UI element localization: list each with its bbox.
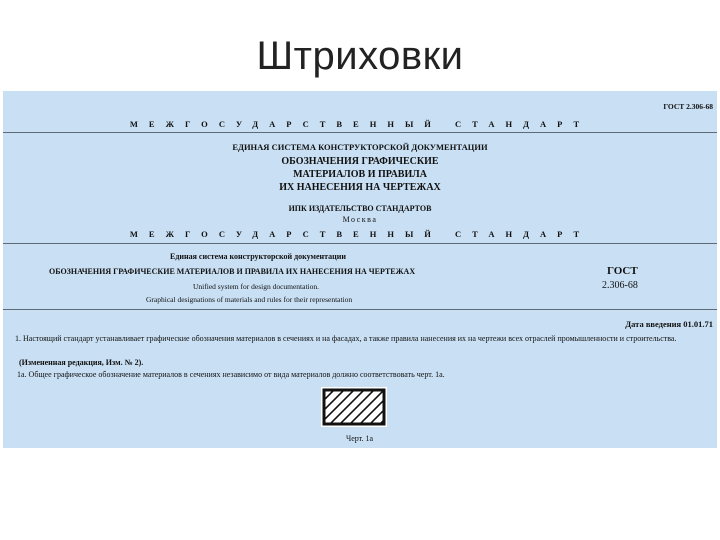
publisher: ИПК ИЗДАТЕЛЬСТВО СТАНДАРТОВ <box>288 204 432 213</box>
divider-line <box>3 309 717 310</box>
system-name-en: Unified system for design documentation. <box>193 282 320 291</box>
interstate-standard-header-2: МЕЖГОСУДАРСТВЕННЫЙ СТАНДАРТ <box>129 229 591 239</box>
main-title-line: МАТЕРИАЛОВ И ПРАВИЛА <box>293 169 427 180</box>
gost-number: 2.306-68 <box>602 280 638 291</box>
paragraph-1: 1. Настоящий стандарт устанавливает графические обозначения материалов в сечениях и на фасадах, а также правила нанесения их на чертежи всех отраслей промышленности и строительства. <box>15 334 677 343</box>
standard-title-en: Graphical designations of materials and rules for their representation <box>146 295 353 304</box>
system-name-ru: Единая система конструкторской документации <box>170 252 346 261</box>
introduction-date: Дата введения 01.01.71 <box>625 319 713 329</box>
gost-label: ГОСТ <box>607 265 638 277</box>
standard-title-ru: ОБОЗНАЧЕНИЯ ГРАФИЧЕСКИЕ МАТЕРИАЛОВ И ПРАВИЛА ИХ НАНЕСЕНИЯ НА ЧЕРТЕЖАХ <box>49 267 416 276</box>
slide-title: Штриховки <box>256 34 464 78</box>
main-title <box>3 155 717 194</box>
divider-line <box>3 132 717 133</box>
gost-document-image <box>3 91 717 448</box>
gost-code-top: ГОСТ 2.306-68 <box>663 102 713 111</box>
figure-caption: Черт. 1а <box>346 434 374 443</box>
city: Москва <box>342 215 378 224</box>
hatching-figure <box>321 387 387 427</box>
unified-system-heading: ЕДИНАЯ СИСТЕМА КОНСТРУКТОРСКОЙ ДОКУМЕНТАЦИИ <box>232 142 488 152</box>
main-title-line: ИХ НАНЕСЕНИЯ НА ЧЕРТЕЖАХ <box>279 182 441 193</box>
paragraph-1a: 1а. Общее графическое обозначение материалов в сечениях независимо от вида материалов должно соответствовать черт. 1а. <box>17 370 445 379</box>
amendment-note: (Измененная редакция, Изм. № 2). <box>19 358 144 367</box>
interstate-standard-header: МЕЖГОСУДАРСТВЕННЫЙ СТАНДАРТ <box>129 119 591 129</box>
divider-line <box>3 243 717 244</box>
main-title-line: ОБОЗНАЧЕНИЯ ГРАФИЧЕСКИЕ <box>281 156 439 167</box>
